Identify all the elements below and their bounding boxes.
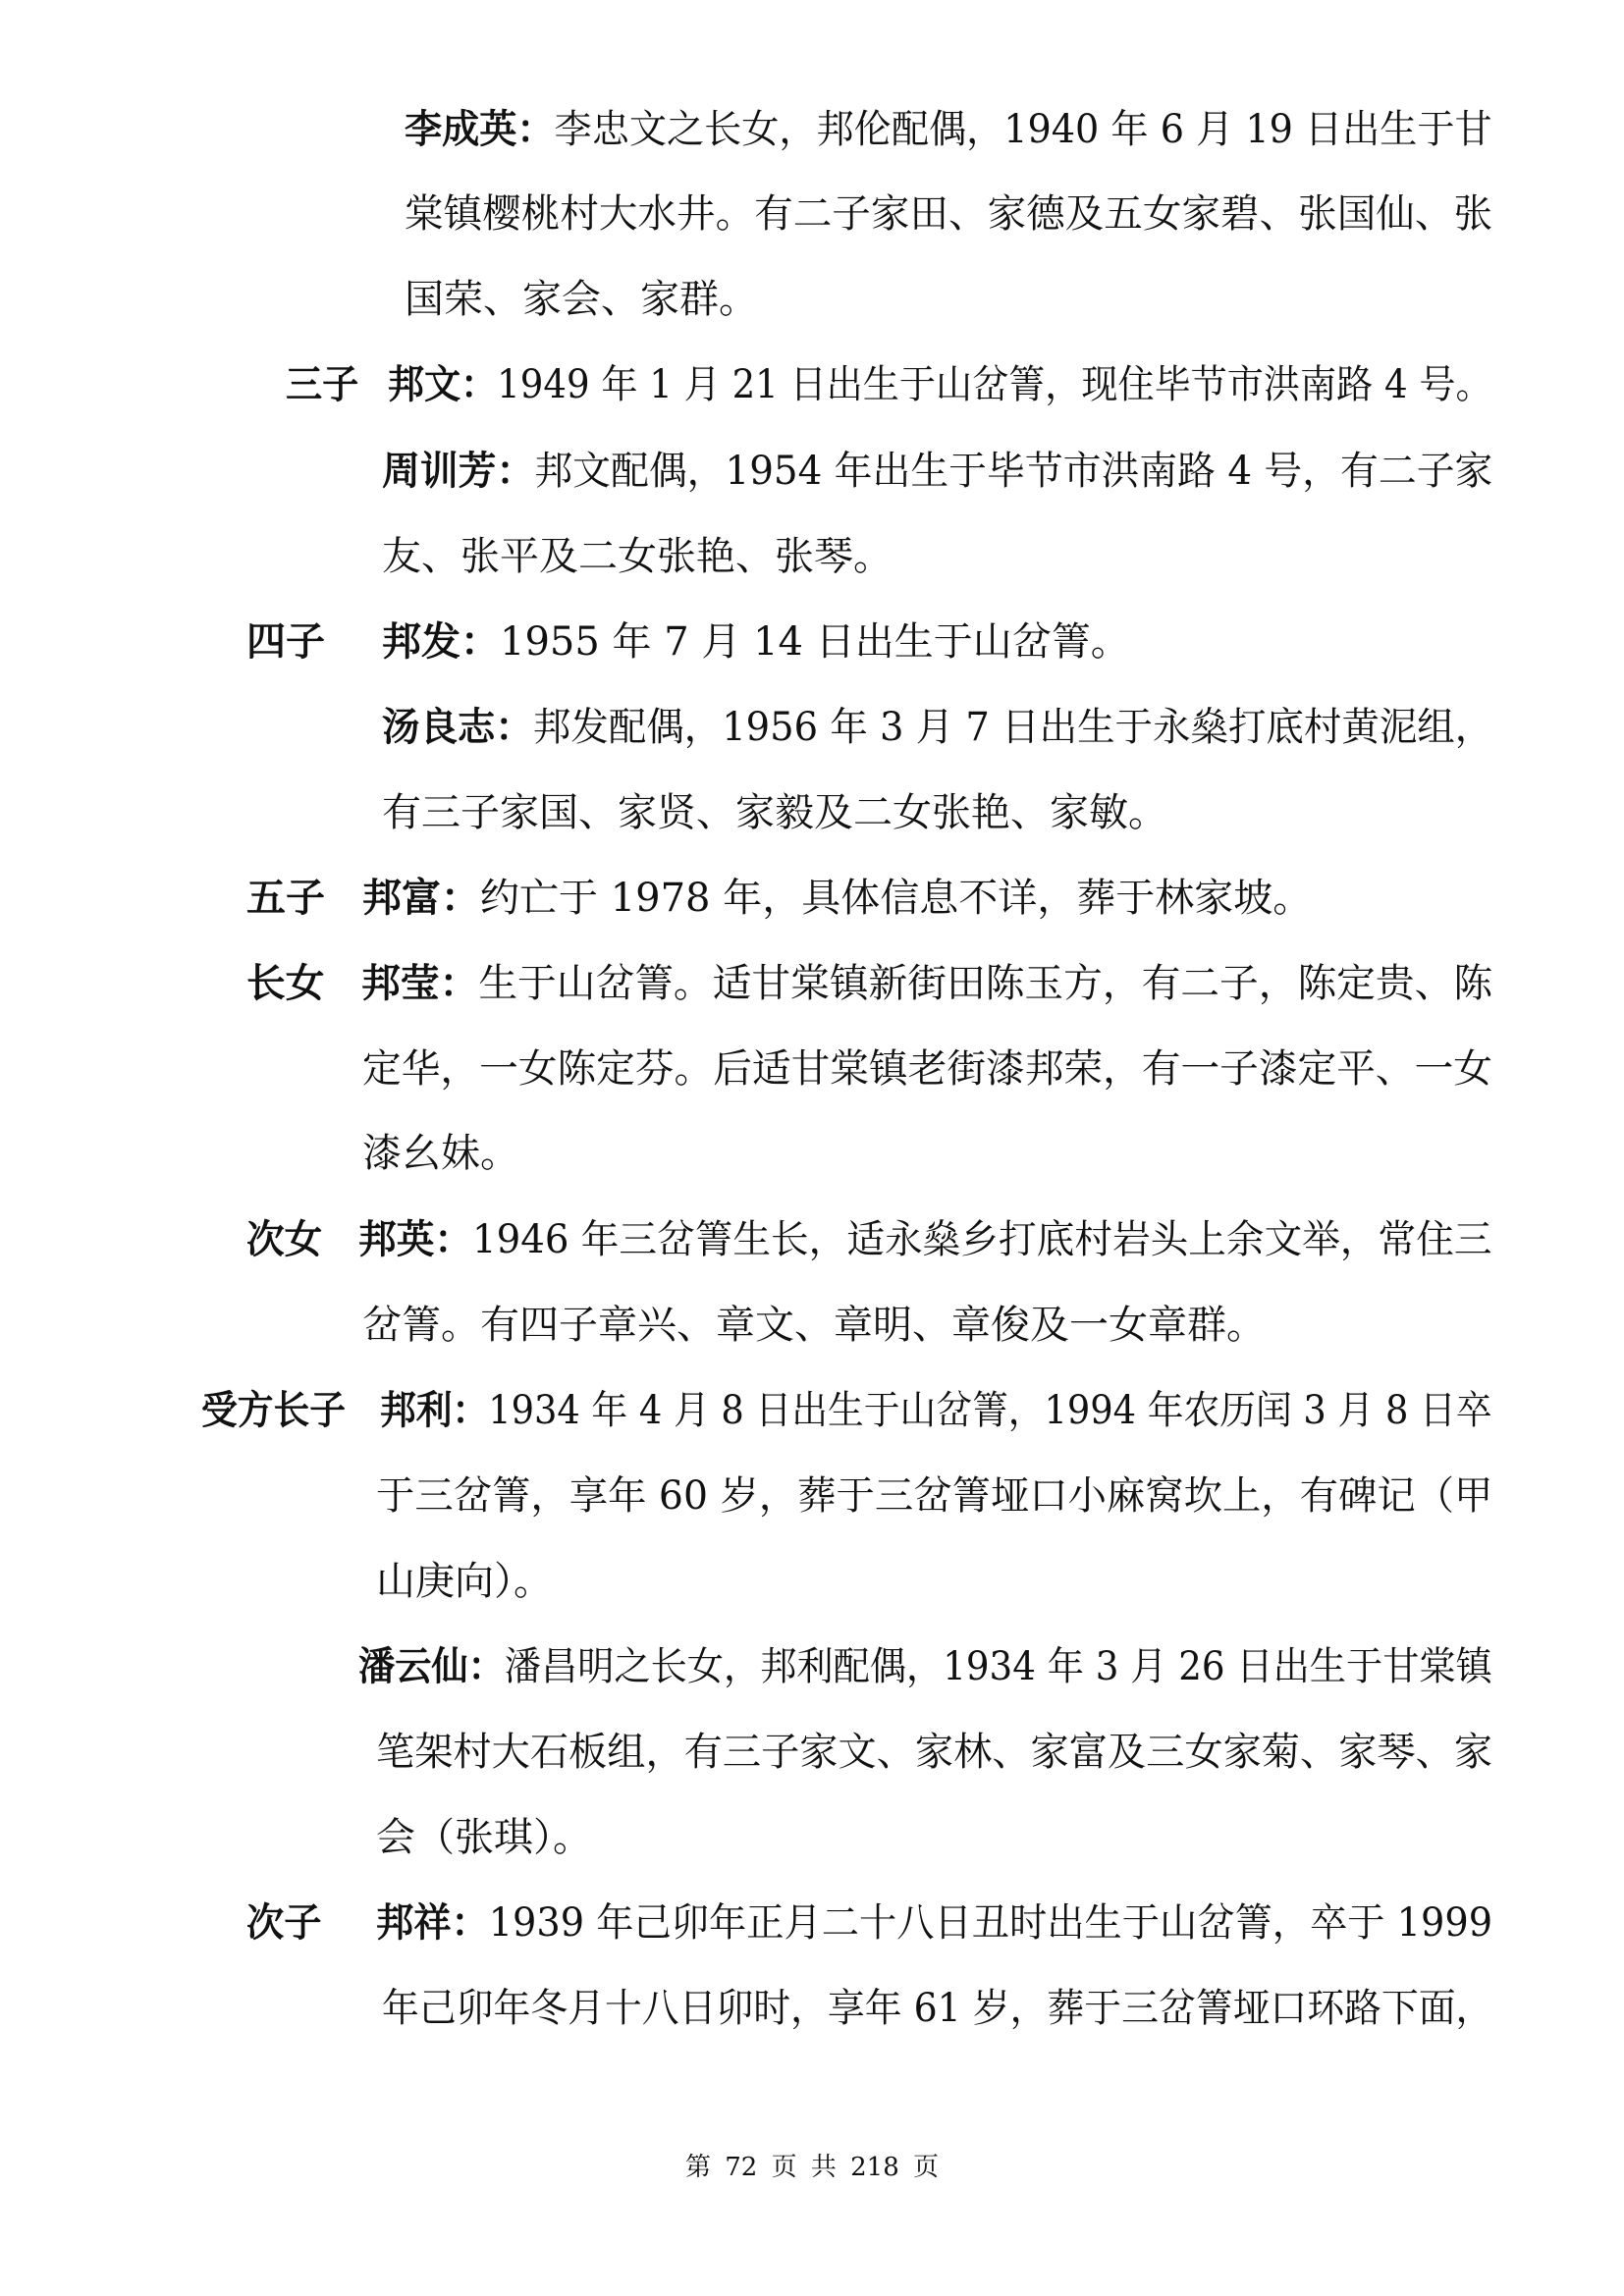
text-line: 棠镇樱桃村大水井。有二子家田、家德及五女家碧、张国仙、张 — [405, 191, 1493, 237]
person-name: 汤良志： — [382, 704, 533, 750]
text-line — [246, 1215, 1492, 1264]
text-line — [286, 360, 1492, 409]
text-line: 年己卯年冬月十八日卯时，享年 61 岁，葬于三岔箐垭口环路下面， — [382, 1986, 1493, 2031]
entry-text: 1934 年 4 月 8 日出生于山岔箐，1994 年农历闰 3 月 8 日卒 — [488, 1388, 1492, 1433]
person-name: 邦利： — [379, 1387, 489, 1433]
person-name: 邦富： — [362, 875, 480, 921]
relation-label: 次子 — [246, 1899, 322, 1946]
entry-text: 李忠文之长女，邦伦配偶，1940 年 6 月 19 日出生于甘 — [554, 107, 1492, 152]
text-line — [246, 959, 1492, 1008]
person-name: 李成英： — [405, 106, 555, 152]
page-number: 第 72 页 共 218 页 — [684, 2153, 940, 2182]
text-line — [246, 874, 1312, 923]
text-line: 山庚向）。 — [376, 1559, 553, 1604]
text-line: 会（张琪）。 — [376, 1815, 592, 1860]
entry-text: 生于山岔箐。适甘棠镇新街田陈玉方，有二子，陈定贵、陈 — [478, 961, 1493, 1006]
text-line: 友、张平及二女张艳、张琴。 — [382, 534, 893, 579]
person-name: 潘云仙： — [358, 1643, 505, 1689]
entry-text: 邦文配偶，1954 年出生于毕节市洪南路 4 号，有二子家 — [534, 449, 1493, 494]
text-line — [246, 1898, 1492, 1948]
entry-text: 潘昌明之长女，邦利配偶，1934 年 3 月 26 日出生于甘棠镇 — [504, 1644, 1492, 1689]
entry-text: 1949 年 1 月 21 日出生于山岔箐，现住毕节市洪南路 4 号。 — [497, 362, 1492, 407]
relation-label: 次女 — [246, 1216, 323, 1262]
person-name: 周训芳： — [382, 448, 535, 494]
relation-label: 五子 — [246, 875, 325, 921]
entry-text: 1946 年三岔箐生长，适永燊乡打底村岩头上余文举，常住三 — [472, 1217, 1492, 1262]
person-name: 邦祥： — [375, 1899, 489, 1946]
text-line: 国荣、家会、家群。 — [405, 277, 758, 322]
entry-text: 1939 年己卯年正月二十八日丑时出生于山岔箐，卒于 1999 — [488, 1900, 1493, 1946]
relation-label: 四子 — [246, 618, 325, 665]
relation-label: 三子 — [286, 361, 359, 407]
relation-label: 受方长子 — [201, 1387, 347, 1433]
text-line — [382, 703, 1492, 752]
entry-text: 邦发配偶，1956 年 3 月 7 日出生于永燊打底村黄泥组， — [532, 705, 1493, 750]
text-line: 有三子家国、家贤、家毅及二女张艳、家敏。 — [382, 790, 1167, 835]
text-line — [382, 447, 1492, 496]
entry-text: 1955 年 7 月 14 日出生于山岔箐。 — [500, 619, 1130, 665]
person-name: 邦英： — [358, 1216, 473, 1262]
person-name: 邦莹： — [361, 960, 479, 1006]
text-line — [246, 617, 1130, 667]
text-line: 定华，一女陈定芬。后适甘棠镇老街漆邦荣，有一子漆定平、一女 — [362, 1046, 1492, 1092]
relation-label: 长女 — [246, 960, 325, 1006]
text-line — [358, 1642, 1492, 1691]
person-name: 邦文： — [387, 361, 498, 407]
text-line: 漆幺妹。 — [362, 1131, 519, 1176]
text-line: 于三岔箐，享年 60 岁，葬于三岔箐垭口小麻窝坎上，有碑记（甲 — [376, 1473, 1493, 1519]
entry-text: 约亡于 1978 年，具体信息不详，葬于林家坡。 — [480, 876, 1313, 921]
person-name: 邦发： — [382, 618, 500, 665]
text-line: 岔箐。有四子章兴、章文、章明、章俊及一女章群。 — [362, 1303, 1266, 1348]
text-line — [201, 1386, 1492, 1435]
text-line: 笔架村大石板组，有三子家文、家林、家富及三女家菊、家琴、家 — [376, 1730, 1493, 1775]
text-line — [405, 105, 1492, 154]
